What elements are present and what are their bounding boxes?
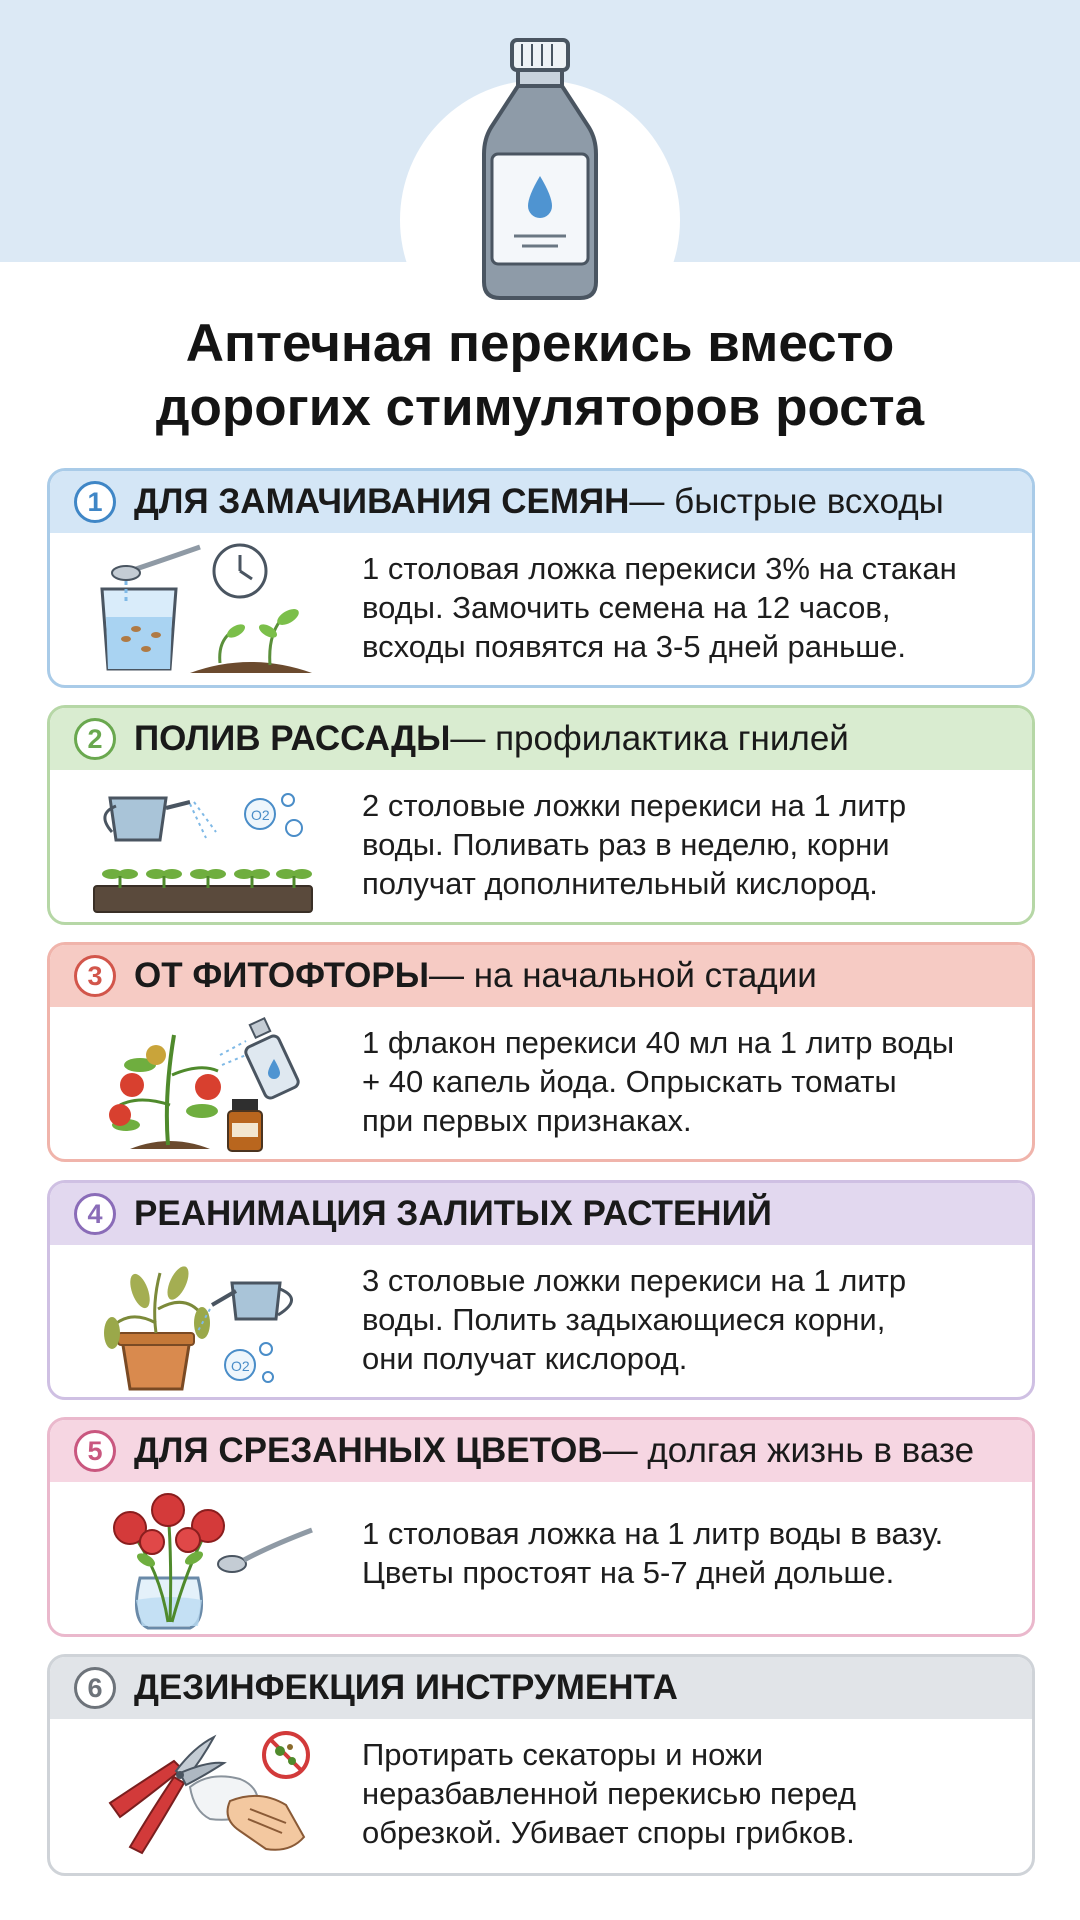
card-number: 1 xyxy=(74,481,116,523)
card-number: 5 xyxy=(74,1430,116,1472)
card-description xyxy=(362,1735,1032,1852)
card-description xyxy=(362,1023,1032,1140)
tip-card-cut-flowers xyxy=(47,1417,1035,1637)
desc-line: 2 столовые ложки перекиси на 1 литр xyxy=(362,788,907,823)
card-description xyxy=(362,549,1032,666)
wilted-plant-icon xyxy=(90,1253,320,1393)
title-line-1: Аптечная перекись вместо xyxy=(185,314,895,373)
pruner-wiping-icon xyxy=(90,1727,320,1867)
rose-vase-icon xyxy=(90,1490,320,1630)
desc-line: всходы появятся на 3-5 дней раньше. xyxy=(362,629,907,664)
seed-soaking-icon xyxy=(90,541,320,681)
card-title: РЕАНИМАЦИЯ ЗАЛИТЫХ РАСТЕНИЙ xyxy=(134,1194,772,1233)
desc-line: при первых признаках. xyxy=(362,1103,692,1138)
card-number: 6 xyxy=(74,1667,116,1709)
desc-line: Протирать секаторы и ножи xyxy=(362,1737,764,1772)
title-line-2: дорогих стимуляторов роста xyxy=(155,378,925,437)
card-number: 4 xyxy=(74,1193,116,1235)
desc-line: обрезкой. Убивает споры грибков. xyxy=(362,1815,855,1850)
tip-card-seed-soaking xyxy=(47,468,1035,688)
tip-card-tool-disinfection xyxy=(47,1654,1035,1876)
tomato-spraying-icon xyxy=(90,1015,320,1155)
card-description xyxy=(362,1261,1032,1378)
desc-line: 1 столовая ложка перекиси 3% на стакан xyxy=(362,551,957,586)
desc-line: + 40 капель йода. Опрыскать томаты xyxy=(362,1064,897,1099)
desc-line: 1 столовая ложка на 1 литр воды в вазу. xyxy=(362,1516,944,1551)
card-header xyxy=(50,1657,1032,1719)
o2-bubble-label: O2 xyxy=(231,1358,250,1374)
o2-bubble-label: O2 xyxy=(251,807,270,823)
card-header xyxy=(50,945,1032,1007)
seedling-watering-icon xyxy=(90,778,320,918)
card-title: ОТ ФИТОФТОРЫ xyxy=(134,956,429,995)
page-title xyxy=(40,312,1040,440)
card-title: ПОЛИВ РАССАДЫ xyxy=(134,719,451,758)
card-subtitle: — профилактика гнилей xyxy=(450,719,849,758)
desc-line: 3 столовые ложки перекиси на 1 литр xyxy=(362,1263,907,1298)
card-number: 2 xyxy=(74,718,116,760)
card-description xyxy=(362,1514,1032,1592)
card-number: 3 xyxy=(74,955,116,997)
tip-card-seedling-watering xyxy=(47,705,1035,925)
tip-card-blight xyxy=(47,942,1035,1162)
desc-line: Цветы простоят на 5-7 дней дольше. xyxy=(362,1555,895,1590)
desc-line: они получат кислород. xyxy=(362,1341,688,1376)
desc-line: получат дополнительный кислород. xyxy=(362,866,878,901)
card-title: ДЛЯ ЗАМАЧИВАНИЯ СЕМЯН xyxy=(134,482,630,521)
tip-card-overwatered xyxy=(47,1180,1035,1400)
card-description xyxy=(362,786,1032,903)
card-subtitle: — быстрые всходы xyxy=(629,482,944,521)
card-header xyxy=(50,1183,1032,1245)
card-header xyxy=(50,1420,1032,1482)
card-subtitle: — долгая жизнь в вазе xyxy=(602,1431,975,1470)
card-title: ДЕЗИНФЕКЦИЯ ИНСТРУМЕНТА xyxy=(134,1668,678,1707)
card-header xyxy=(50,708,1032,770)
desc-line: неразбавленной перекисью перед xyxy=(362,1776,856,1811)
desc-line: воды. Полить задыхающиеся корни, xyxy=(362,1302,886,1337)
card-title: ДЛЯ СРЕЗАННЫХ ЦВЕТОВ xyxy=(134,1431,603,1470)
card-subtitle: — на начальной стадии xyxy=(428,956,817,995)
desc-line: 1 флакон перекиси 40 мл на 1 литр воды xyxy=(362,1025,955,1060)
desc-line: воды. Замочить семена на 12 часов, xyxy=(362,590,891,625)
card-header xyxy=(50,471,1032,533)
desc-line: воды. Поливать раз в неделю, корни xyxy=(362,827,890,862)
peroxide-bottle-icon xyxy=(470,36,610,302)
